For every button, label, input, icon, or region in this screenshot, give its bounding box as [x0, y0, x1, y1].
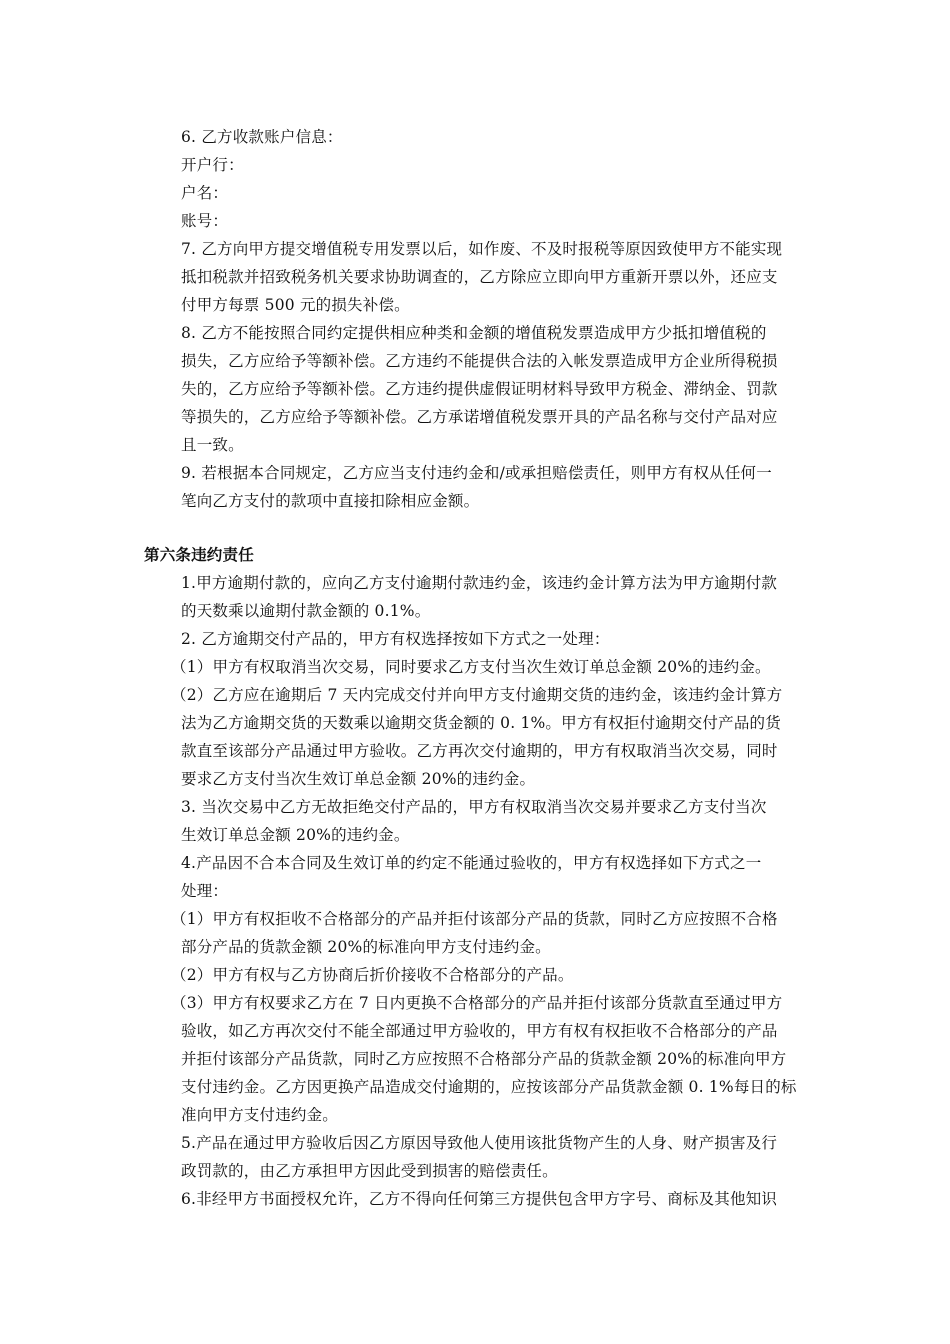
item-7-line: 付甲方每票 500 元的损失补偿。	[181, 296, 410, 314]
item-8-line: 且一致。	[181, 436, 244, 454]
s6-item-4-3-line: 验收，如乙方再次交付不能全部通过甲方验收的，甲方有权有权拒收不合格部分的产品	[181, 1022, 778, 1040]
s6-item-3-line: 生效订单总金额 20%的违约金。	[181, 826, 410, 844]
s6-item-4-3-line: 支付违约金。乙方因更换产品造成交付逾期的，应按该部分产品货款金额 0. 1%每日的标	[181, 1078, 797, 1096]
s6-item-5-line: 政罚款的，由乙方承担甲方因此受到损害的赔偿责任。	[181, 1162, 558, 1180]
s6-item-2-2-line: 款直至该部分产品通过甲方验收。乙方再次交付逾期的，甲方有权取消当次交易，同时	[181, 742, 778, 760]
account-name-label: 户名：	[181, 184, 229, 202]
item-7-line: 7. 乙方向甲方提交增值税专用发票以后，如作废、不及时报税等原因致使甲方不能实现	[181, 240, 783, 258]
item-6-title: 6. 乙方收款账户信息：	[181, 128, 343, 146]
s6-item-1-line: 1.甲方逾期付款的，应向乙方支付逾期付款违约金，该违约金计算方法为甲方逾期付款	[181, 574, 778, 592]
item-8-line: 等损失的，乙方应给予等额补偿。乙方承诺增值税发票开具的产品名称与交付产品对应	[181, 408, 778, 426]
s6-item-4-3-line: 准向甲方支付违约金。	[181, 1106, 339, 1124]
s6-item-5-line: 5.产品在通过甲方验收后因乙方原因导致他人使用该批货物产生的人身、财产损害及行	[181, 1134, 778, 1152]
s6-item-2: 2. 乙方逾期交付产品的，甲方有权选择按如下方式之一处理：	[181, 630, 610, 648]
s6-item-2-2-line: （2）乙方应在逾期后 7 天内完成交付并向甲方支付逾期交货的违约金，该违约金计算方	[171, 686, 783, 704]
item-8-line: 失的，乙方应给予等额补偿。乙方违约提供虚假证明材料导致甲方税金、滞纳金、罚款	[181, 380, 778, 398]
s6-item-2-1: （1）甲方有权取消当次交易，同时要求乙方支付当次生效订单总金额 20%的违约金。	[171, 658, 771, 676]
item-7-line: 抵扣税款并招致税务机关要求协助调查的，乙方除应立即向甲方重新开票以外，还应支	[181, 268, 778, 286]
s6-item-2-2-line: 法为乙方逾期交货的天数乘以逾期交货金额的 0. 1%。甲方有权拒付逾期交付产品的货	[181, 714, 781, 732]
item-8-line: 8. 乙方不能按照合同约定提供相应种类和金额的增值税发票造成甲方少抵扣增值税的	[181, 324, 767, 342]
s6-item-4-3-line: 并拒付该部分产品货款，同时乙方应按照不合格部分产品的货款金额 20%的标准向甲方	[181, 1050, 787, 1068]
s6-item-4-1-line: （1）甲方有权拒收不合格部分的产品并拒付该部分产品的货款，同时乙方应按照不合格	[171, 910, 778, 928]
s6-item-4-2: （2）甲方有权与乙方协商后折价接收不合格部分的产品。	[171, 966, 574, 984]
s6-item-1-line: 的天数乘以逾期付款金额的 0.1%。	[181, 602, 431, 620]
s6-item-6: 6.非经甲方书面授权允许，乙方不得向任何第三方提供包含甲方字号、商标及其他知识	[181, 1190, 778, 1208]
item-9-line: 9. 若根据本合同规定，乙方应当支付违约金和/或承担赔偿责任，则甲方有权从任何一	[181, 464, 772, 482]
s6-item-4-line: 4.产品因不合本合同及生效订单的约定不能通过验收的，甲方有权选择如下方式之一	[181, 854, 762, 872]
item-8-line: 损失，乙方应给予等额补偿。乙方违约不能提供合法的入帐发票造成甲方企业所得税损	[181, 352, 778, 370]
item-9-line: 笔向乙方支付的款项中直接扣除相应金额。	[181, 492, 480, 510]
s6-item-3-line: 3. 当次交易中乙方无故拒绝交付产品的，甲方有权取消当次交易并要求乙方支付当次	[181, 798, 767, 816]
s6-item-4-line: 处理：	[181, 882, 229, 900]
s6-item-4-3-line: （3）甲方有权要求乙方在 7 日内更换不合格部分的产品并拒付该部分货款直至通过甲方	[171, 994, 783, 1012]
s6-item-4-1-line: 部分产品的货款金额 20%的标准向甲方支付违约金。	[181, 938, 551, 956]
account-number-label: 账号：	[181, 212, 229, 230]
bank-label: 开户行：	[181, 156, 244, 174]
section-6-heading: 第六条违约责任	[144, 546, 254, 564]
s6-item-2-2-line: 要求乙方支付当次生效订单总金额 20%的违约金。	[181, 770, 536, 788]
